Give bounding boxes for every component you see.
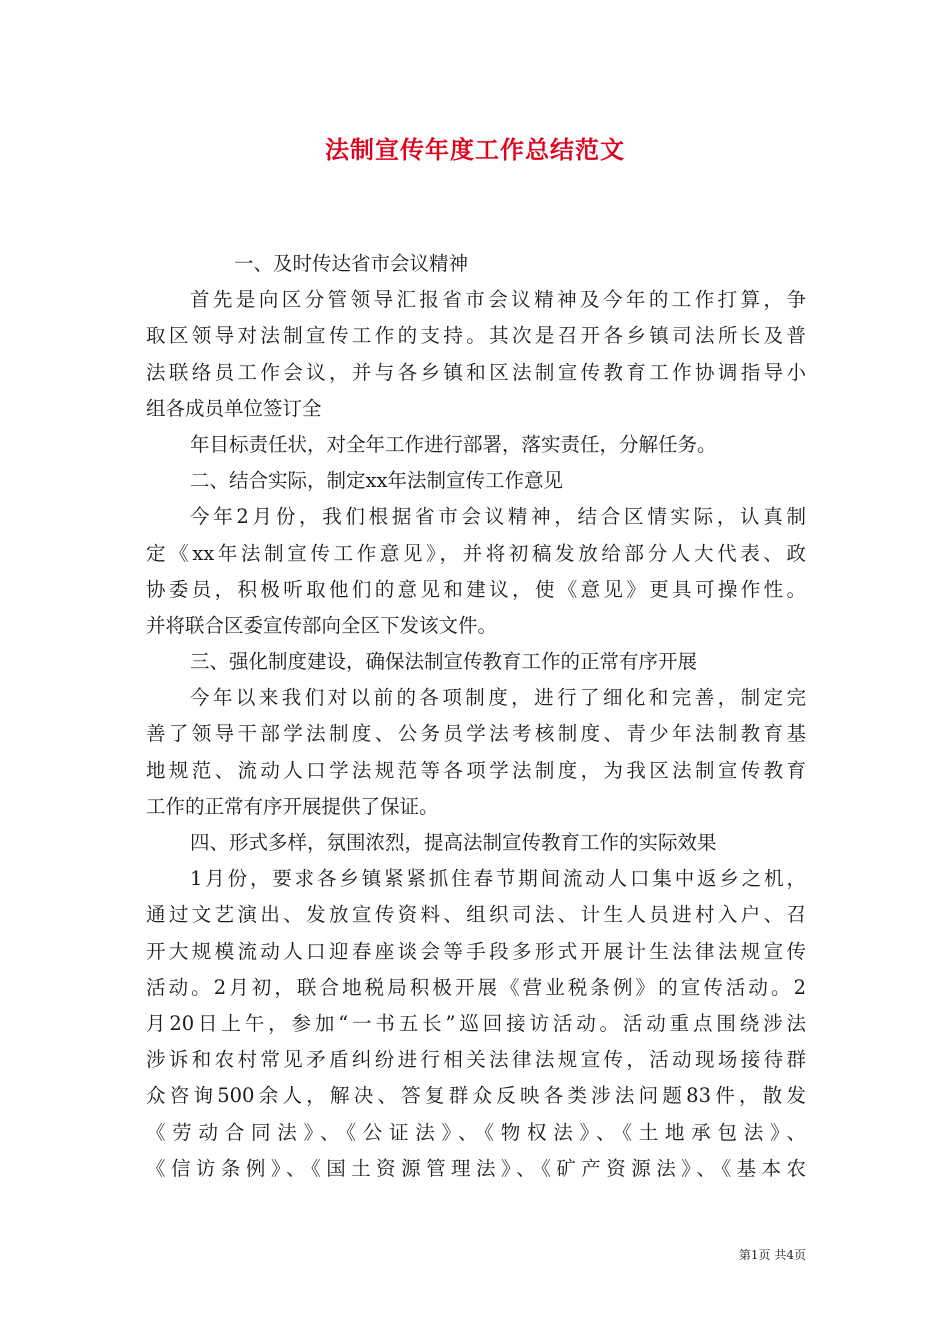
paragraph-line: 1月份，要求各乡镇紧紧抓住春节期间流动人口集中返乡之机， bbox=[190, 867, 806, 891]
paragraph-line: 《信访条例》、《国土资源管理法》、《矿产资源法》、《基本农 bbox=[146, 1156, 806, 1180]
section-heading-3: 三、强化制度建设，确保法制宣传教育工作的正常有序开展 bbox=[190, 650, 698, 674]
page-number-footer: 第1页 共4页 bbox=[738, 1248, 806, 1262]
paragraph-line: 组各成员单位签订全 bbox=[146, 396, 322, 420]
paragraph-line: 今年2月份，我们根据省市会议精神，结合区情实际，认真制 bbox=[190, 505, 806, 529]
paragraph-line: 工作的正常有序开展提供了保证。 bbox=[146, 794, 439, 818]
paragraph-line: 今年以来我们对以前的各项制度，进行了细化和完善，制定完 bbox=[190, 686, 806, 710]
paragraph-line: 《劳动合同法》、《公证法》、《物权法》、《土地承包法》、 bbox=[146, 1120, 806, 1144]
section-heading-2: 二、结合实际，制定xx年法制宣传工作意见 bbox=[190, 469, 563, 493]
document-title: 法制宣传年度工作总结范文 bbox=[325, 135, 625, 164]
paragraph-line: 众咨询500余人，解决、答复群众反映各类涉法问题83件，散发 bbox=[146, 1084, 806, 1108]
paragraph-line: 协委员，积极听取他们的意见和建议，使《意见》更具可操作性。 bbox=[146, 577, 806, 601]
paragraph-line: 取区领导对法制宣传工作的支持。其次是召开各乡镇司法所长及普 bbox=[146, 324, 806, 348]
paragraph-line: 活动。2月初，联合地税局积极开展《营业税条例》的宣传活动。2 bbox=[146, 975, 806, 999]
paragraph-line: 年目标责任状，对全年工作进行部署，落实责任，分解任务。 bbox=[190, 432, 717, 456]
paragraph-line: 月20日上午，参加“一书五长”巡回接访活动。活动重点围绕涉法 bbox=[146, 1011, 806, 1035]
paragraph-line: 并将联合区委宣传部向全区下发该文件。 bbox=[146, 613, 498, 637]
paragraph-line: 开大规模流动人口迎春座谈会等手段多形式开展计生法律法规宣传 bbox=[146, 939, 806, 963]
paragraph-line: 法联络员工作会议，并与各乡镇和区法制宣传教育工作协调指导小 bbox=[146, 360, 806, 384]
section-heading-4: 四、形式多样，氛围浓烈，提高法制宣传教育工作的实际效果 bbox=[190, 831, 717, 854]
paragraph-line: 通过文艺演出、发放宣传资料、组织司法、计生人员进村入户、召 bbox=[146, 903, 806, 927]
paragraph-line: 涉诉和农村常见矛盾纠纷进行相关法律法规宣传，活动现场接待群 bbox=[146, 1048, 806, 1072]
document-body bbox=[146, 246, 806, 1187]
paragraph-line: 首先是向区分管领导汇报省市会议精神及今年的工作打算，争 bbox=[190, 288, 806, 312]
paragraph-line: 定《xx年法制宣传工作意见》，并将初稿发放给部分人大代表、政 bbox=[146, 541, 806, 565]
paragraph-line: 地规范、流动人口学法规范等各项学法制度，为我区法制宣传教育 bbox=[146, 758, 806, 782]
section-heading-1: 一、及时传达省市会议精神 bbox=[234, 252, 469, 275]
paragraph-line: 善了领导干部学法制度、公务员学法考核制度、青少年法制教育基 bbox=[146, 722, 806, 746]
